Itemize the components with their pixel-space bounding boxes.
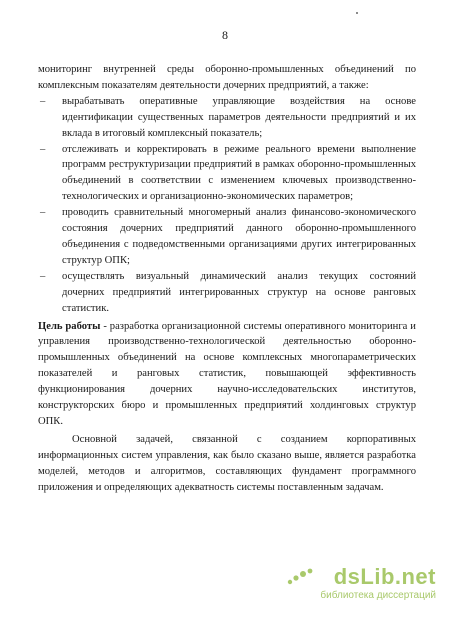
list-dash: – [40,270,46,282]
list-item-text: осуществлять визуальный динамический анализ текущих состояний дочерних предприятий интегрированных структур на основе ранговых статистик. [62,270,416,314]
goal-label: Цель работы [38,320,101,332]
page-number: 8 [222,28,228,42]
list-item-text: отслеживать и корректировать в режиме реального времени выполнение программ реструктуризации предприятий в рамках оборонно-промышленных объединений в соответствии с изменением ключевых производственно-технологических и организационно-экономических параметров; [62,143,416,203]
list-item-text: вырабатывать оперативные управляющие воздействия на основе идентификации существенных параметров деятельности предприятий и их вклада в итоговый комплексный показатель; [62,95,416,139]
list-item-text: проводить сравнительный многомерный анализ финансово-экономического состояния дочерних предприятий данного оборонно-промышленного объединения с подведомственными организациями других интегрированных структур ОПК; [62,207,416,266]
list-item [38,205,416,269]
goal-paragraph [38,319,416,430]
list-item [38,269,416,317]
watermark-dots-icon [286,568,314,588]
list-dash: – [40,143,46,155]
goal-text: - разработка организационной системы оперативного мониторинга и управления производственно-технологической деятельностью оборонно-промышленных объединений на основе комплексных многопараметрических показателей и ранговых статистик, повышающей эффективность функционирования дочерних научно-исследовательских институтов, конструкторских бюро и промышленных предприятий холдинговых структур ОПК. [38,320,416,427]
intro-paragraph: мониторинг внутренней среды оборонно-промышленных объединений по комплексным показателям деятельности дочерних предприятий, а также: [38,64,416,91]
task-paragraph: Основной задачей, связанной с созданием корпоративных информационных систем управления, как было сказано выше, является разработка моделей, методов и алгоритмов, составляющих фундамент программного приложения и определяющих адекватность системы поставленным задачам. [38,433,416,493]
list-dash: – [40,95,46,107]
watermark-title: dsLib.net [333,564,436,589]
document-body [38,62,416,495]
watermark-subtitle: библиотека диссертаций [320,590,436,601]
list-item [38,142,416,206]
list-item [38,94,416,142]
list-dash: – [40,207,46,219]
dslib-watermark [286,564,436,604]
scan-speck [356,12,358,14]
